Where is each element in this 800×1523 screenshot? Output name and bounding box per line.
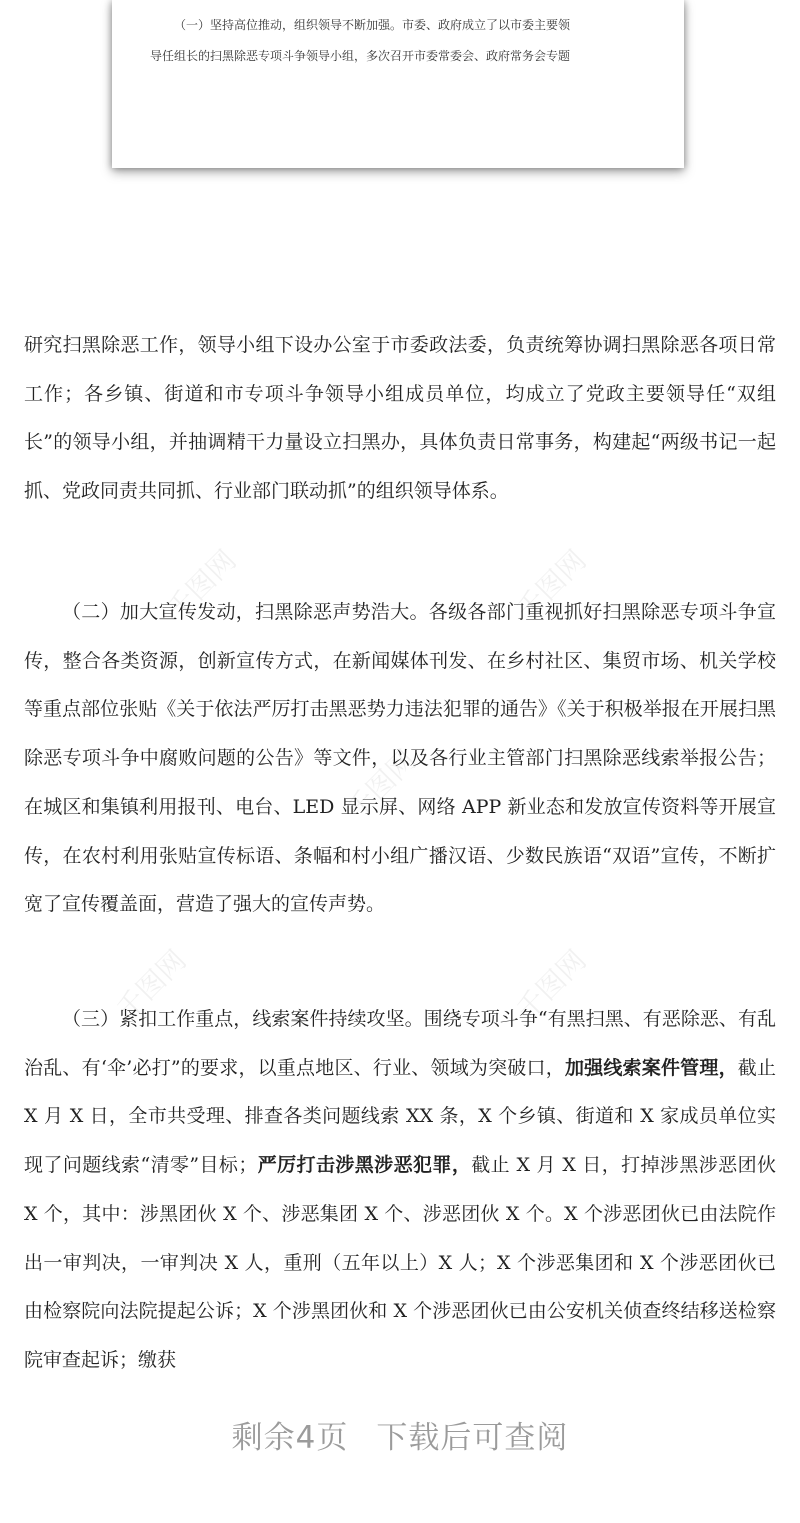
paragraph-3-bold-clue-management: 加强线索案件管理，: [564, 1056, 738, 1079]
download-to-view-label: 下载后可查阅: [376, 1420, 569, 1456]
paragraph-3-bold-crackdown: 严厉打击涉黑涉恶犯罪，: [257, 1154, 472, 1177]
watermark-logo: 千图网: [509, 543, 593, 627]
paragraph-2: [24, 588, 776, 929]
preview-line-2: 导任组长的扫黑除恶专项斗争领导小组，多次召开市委常委会、政府常务会专题: [150, 49, 571, 63]
remaining-pages-label: 剩余4页: [231, 1420, 349, 1456]
paragraph-3-clue-stats: 截止 X 月 X 日，全市共受理、排查各类问题线索 XX 条，X 个乡镇、街道和 X 家成员单位实现了问题线索“清零”目标；: [24, 1056, 776, 1177]
paragraph-1-text: 研究扫黑除恶工作，领导小组下设办公室于市委政法委，负责统筹协调扫黑除恶各项日常工作；各乡镇、街道和市专项斗争领导小组成员单位，均成立了党政主要领导任“双组长”的领导小组，并抽调精干力量设立扫黑办，具体负责日常事务，构建起“两级书记一起抓、党政同责共同抓、行业部门联动抓”的组织领导体系。: [24, 334, 776, 503]
watermark-logo: 千图网: [159, 543, 243, 627]
preview-line-1: （一）坚持高位推动，组织领导不断加强。市委、政府成立了以市委主要领: [174, 18, 571, 32]
paragraph-3-intro: （三）紧扣工作重点，线索案件持续攻坚。围绕专项斗争“有黑扫黑、有恶除恶、有乱治乱、有‘伞’必打”的要求，以重点地区、行业、领域为突破口，: [24, 1008, 776, 1079]
watermark-logo: 千图网: [509, 943, 593, 1027]
paragraph-2-text: （二）加大宣传发动，扫黑除恶声势浩大。各级各部门重视抓好扫黑除恶专项斗争宣传，整合各类资源，创新宣传方式，在新闻媒体刊发、在乡村社区、集贸市场、机关学校等重点部位张贴《关于依法严厉打击黑恶势力违法犯罪的通告》《关于积极举报在开展扫黑除恶专项斗争中腐败问题的公告》等文件，以及各行业主管部门扫黑除恶线索举报公告；在城区和集镇利用报刊、电台、LED 显示屏、网络 APP 新业态和发放宣传资料等开展宣传，在农村利用张贴宣传标语、条幅和村小组广播汉语、少数民族语“双语”宣传，不断扩宽了宣传覆盖面，营造了强大的宣传声势。: [24, 601, 776, 916]
download-prompt[interactable]: [0, 1412, 800, 1457]
document-preview-card: [112, 0, 684, 168]
paragraph-1: [24, 321, 776, 516]
watermark-logo: 千图网: [339, 743, 423, 827]
watermark-logo: 千图网: [109, 943, 193, 1027]
preview-text: [150, 10, 650, 72]
paragraph-3-crackdown-stats: 截止 X 月 X 日，打掉涉黑涉恶团伙 X 个，其中：涉黑团伙 X 个、涉恶集团 X 个、涉恶团伙 X 个。X 个涉恶团伙已由法院作出一审判决，一审判决 X 人，重刑（五年以上）X 人；X 个涉恶集团和 X 个涉恶团伙已由检察院向法院提起公诉；X 个涉黑团伙和 X 个涉恶团伙已由公安机关侦查终结移送检察院审查起诉；缴获: [24, 1154, 776, 1371]
paragraph-3: [24, 995, 776, 1385]
